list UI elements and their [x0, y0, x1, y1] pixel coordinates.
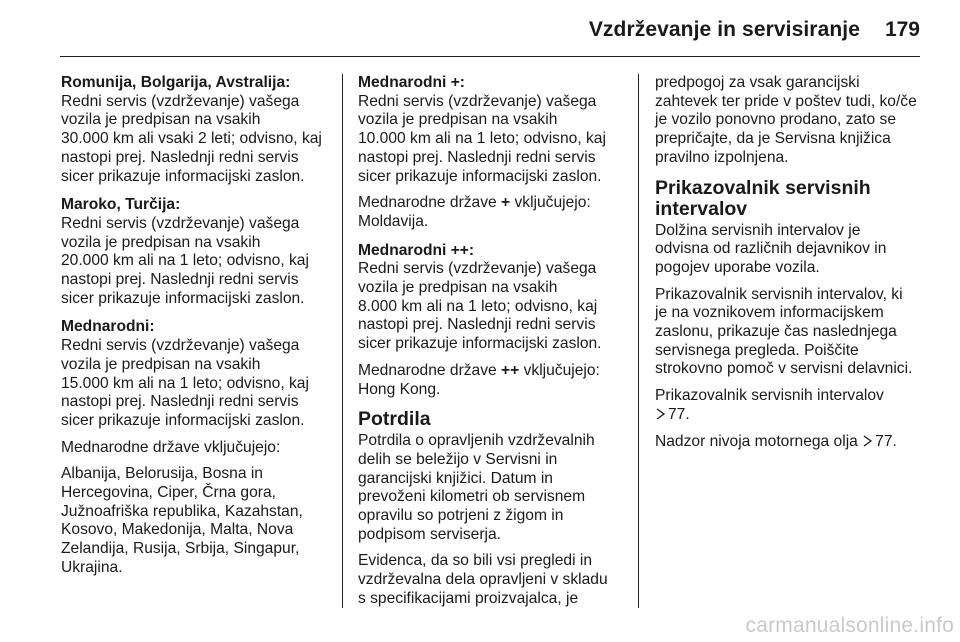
- section-text: Redni servis (vzdrževanje) vašega vozila je predpisan na vsakih 20.000 km ali na 1 leto; odvisno, kaj nastopi prej. Naslednji redni servis sicer prikazuje informacijski zaslon.: [61, 214, 309, 307]
- section-label: Mednarodni ++:: [358, 241, 475, 259]
- section-morocco: [61, 196, 329, 308]
- page-title: Vzdrževanje in servisiranje: [588, 18, 860, 41]
- page-header: [0, 0, 960, 60]
- section-international-plus: [358, 74, 626, 186]
- section-label: Mednarodni:: [61, 318, 155, 336]
- countries-list: Albanija, Belorusija, Bosna in Hercegovina, Ciper, Črna gora, Južnoafriška republika, Kazahstan, Kosovo, Makedonija, Malta, Nova Zelandija, Rusija, Srbija, Singapur, Ukrajina.: [61, 465, 303, 576]
- countries-intro: Mednarodne države vključujejo:: [61, 438, 281, 456]
- reference-arrow-icon: [655, 408, 666, 420]
- column-divider-1: [342, 74, 343, 608]
- section-international: [61, 318, 329, 430]
- section-international-plus-plus: [358, 242, 626, 354]
- column-1: [61, 74, 329, 588]
- oil-level-reference[interactable]: Nadzor nivoja motornega olja 77.: [655, 432, 897, 450]
- page-number: 179: [884, 18, 920, 41]
- section-label: Maroko, Turčija:: [61, 196, 181, 214]
- potrdila-paragraph-2: Evidenca, da so bili vsi pregledi in vzdrževalna dela opravljeni v skladu s specifikacijami proizvajalca, je: [358, 552, 608, 607]
- section-label: Romunija, Bolgarija, Avstralija:: [61, 74, 291, 91]
- section-text: Redni servis (vzdrževanje) vašega vozila je predpisan na vsakih 8.000 km ali na 1 leto; odvisno, kaj nastopi prej. Naslednji redni servis sicer prikazuje informacijski zaslon.: [358, 260, 602, 353]
- column-divider-2: [638, 74, 639, 608]
- section-text: Redni servis (vzdrževanje) vašega vozila je predpisan na vsakih 10.000 km ali na 1 leto; odvisno, kaj nastopi prej. Naslednji redni servis sicer prikazuje informacijski zaslon.: [358, 92, 606, 185]
- interval-paragraph-1: Dolžina servisnih intervalov je odvisna od različnih dejavnikov in pogojev uporabe vozila.: [655, 221, 887, 276]
- page-reference-link[interactable]: 77.: [655, 406, 690, 423]
- section-label: Mednarodni +:: [358, 74, 465, 91]
- reference-arrow-icon: [862, 435, 873, 447]
- potrdila-paragraph-1: Potrdila o opravljenih vzdrževalnih delih se beležijo v Servisni in garancijski knjižici. Datum in prevoženi kilometri ob servisnem opravilu so potrjeni z žigom in podpisom serviserja.: [358, 432, 595, 543]
- heading-potrdila: Potrdila: [358, 408, 431, 431]
- page-reference-link[interactable]: 77.: [862, 433, 897, 450]
- interval-reference[interactable]: Prikazovalnik servisnih intervalov 77.: [655, 387, 884, 423]
- continued-paragraph: predpogoj za vsak garancijski zahtevek ter pride v poštev tudi, ko/če je vozilo ponovno prodano, zato se prepričajte, da je Servisna knjižica pravilno izpolnjena.: [655, 74, 917, 166]
- section-text: Redni servis (vzdrževanje) vašega vozila je predpisan na vsakih 15.000 km ali na 1 leto; odvisno, kaj nastopi prej. Naslednji redni servis sicer prikazuje informacijski zaslon.: [61, 337, 309, 429]
- heading-service-interval-display: Prikazovalnik servisnih intervalov: [655, 176, 871, 220]
- countries-plus: Mednarodne države + vključujejo: Moldavija.: [358, 194, 591, 230]
- section-text: Redni servis (vzdrževanje) vašega vozila je predpisan na vsakih 30.000 km ali vsaki 2 leti; odvisno, kaj nastopi prej. Naslednji redni servis sicer prikazuje informacijski zaslon.: [61, 92, 322, 185]
- countries-plus-plus: Mednarodne države ++ vključujejo: Hong Kong.: [358, 361, 600, 398]
- column-2: [358, 74, 626, 619]
- column-3: [655, 74, 923, 461]
- interval-paragraph-2: Prikazovalnik servisnih intervalov, ki je na voznikovem informacijskem zaslonu, prikazuje čas naslednjega servisnega pregleda. Poiščite strokovno pomoč v servisni delavnici.: [655, 285, 913, 378]
- watermark: carmanualsonline.info: [745, 614, 954, 637]
- section-romania: [61, 74, 329, 186]
- header-divider: [60, 56, 920, 57]
